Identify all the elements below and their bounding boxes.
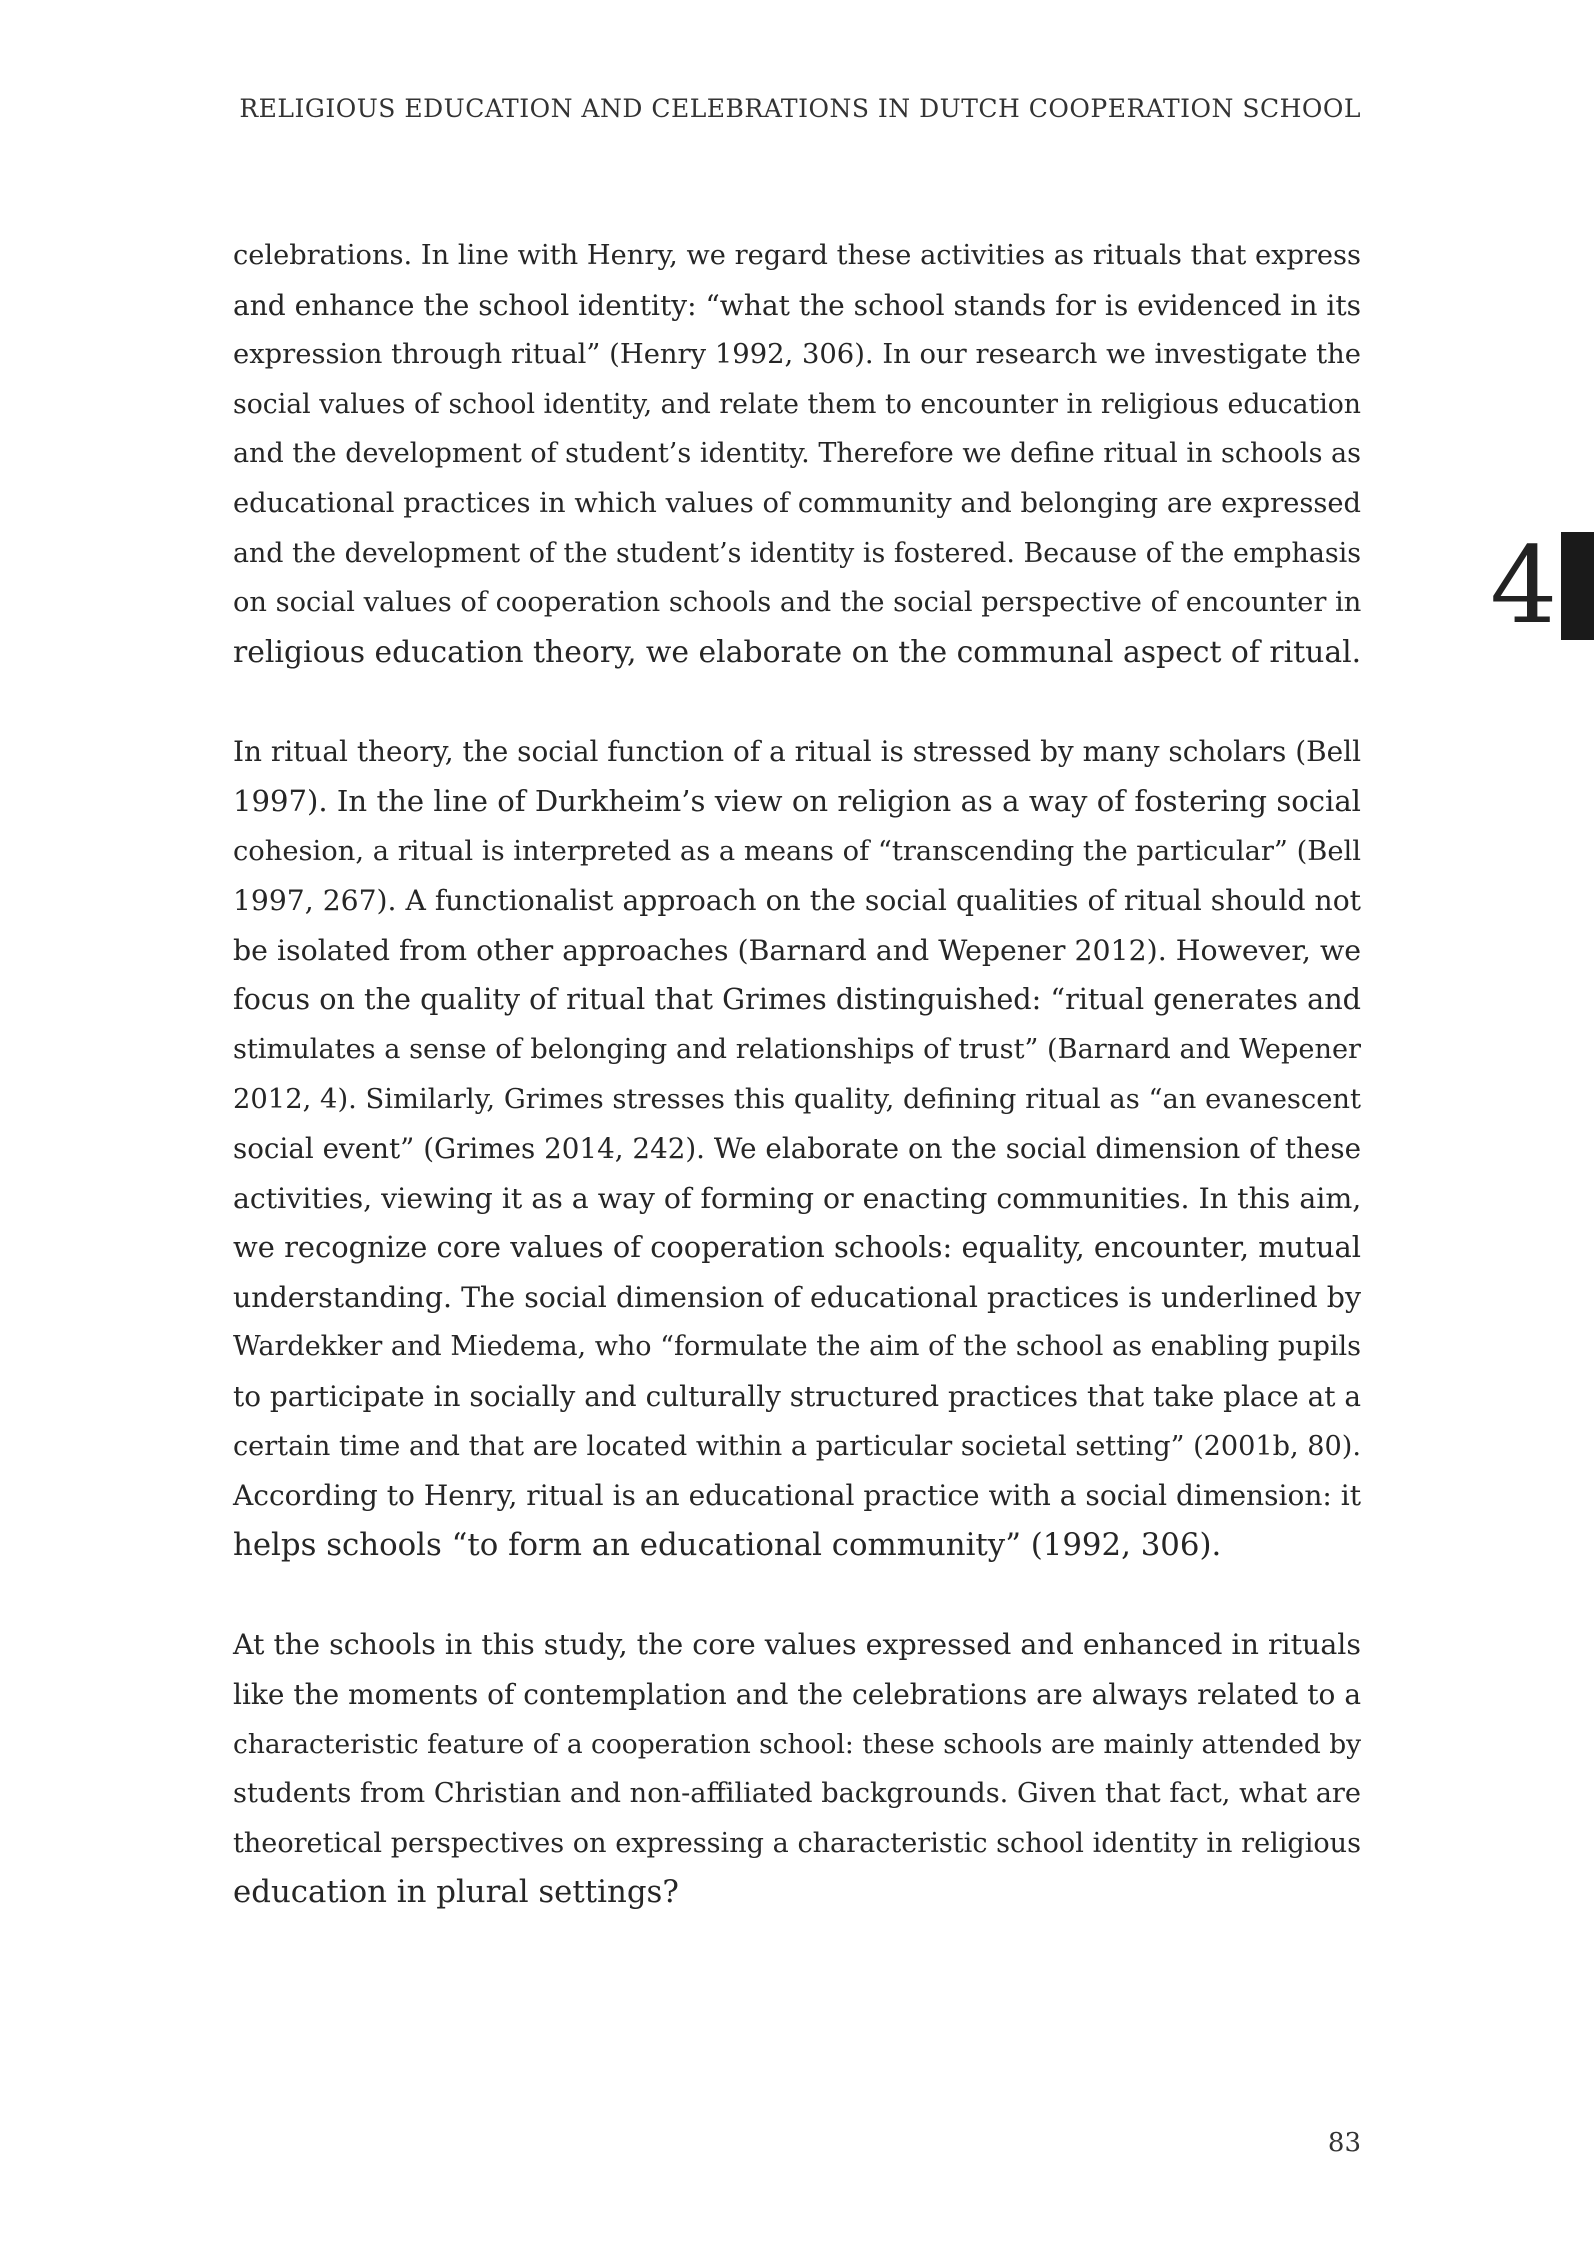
text-line: educational practices in which values of community and belonging are expressed [233, 487, 1361, 519]
text-line: In ritual theory, the social function of a ritual is stressed by many scholars (Bell [233, 735, 1361, 769]
chapter-tab-bar [1561, 532, 1594, 640]
text-line: 1997). In the line of Durkheim’s view on religion as a way of fostering social [233, 783, 1361, 818]
text-line: stimulates a sense of belonging and relationships of trust” (Barnard and Wepener [233, 1033, 1361, 1065]
text-line: theoretical perspectives on expressing a characteristic school identity in religious [233, 1827, 1361, 1859]
text-line: focus on the quality of ritual that Grimes distinguished: “ritual generates and [233, 982, 1361, 1017]
text-line: and enhance the school identity: “what the school stands for is evidenced in its [233, 288, 1361, 322]
text-line: characteristic feature of a cooperation school: these schools are mainly attended by [233, 1728, 1362, 1760]
text-line: be isolated from other approaches (Barnard and Wepener 2012). However, we [233, 933, 1361, 967]
text-line: Wardekker and Miedema, who “formulate the aim of the school as enabling pupils [233, 1331, 1361, 1363]
page-number: 83 [1327, 2128, 1361, 2158]
text-line: 1997, 267). A functionalist approach on the social qualities of ritual should not [233, 884, 1361, 918]
text-line: cohesion, a ritual is interpreted as a means of “transcending the particular” (Bell [233, 835, 1361, 867]
text-line: social values of school identity, and relate them to encounter in religious education [233, 388, 1361, 420]
chapter-thumb-index [1490, 524, 1594, 647]
text-line: expression through ritual” (Henry 1992, 306). In our research we investigate the [233, 339, 1361, 371]
body-text [233, 231, 1361, 1968]
text-line: celebrations. In line with Henry, we regard these activities as rituals that express [233, 240, 1361, 271]
text-line: helps schools “to form an educational community” (1992, 306). [233, 1526, 1222, 1563]
text-line: on social values of cooperation schools and the social perspective of encounter in [233, 587, 1362, 619]
text-line: to participate in socially and culturally structured practices that take place at a [233, 1380, 1361, 1414]
running-header: RELIGIOUS EDUCATION AND CELEBRATIONS IN DUTCH COOPERATION SCHOOL [239, 94, 1361, 123]
paragraph-2 [233, 727, 1361, 1570]
text-line: 2012, 4). Similarly, Grimes stresses this quality, defining ritual as “an evanescent [233, 1083, 1361, 1115]
chapter-number: 4 [1490, 524, 1558, 647]
text-line: According to Henry, ritual is an educational practice with a social dimension: it [233, 1479, 1361, 1513]
paragraph-1 [233, 231, 1361, 677]
text-line: understanding. The social dimension of educational practices is underlined by [233, 1280, 1361, 1314]
text-line: and the development of the student’s identity is fostered. Because of the emphasis [233, 537, 1361, 569]
text-line: education in plural settings? [233, 1874, 679, 1911]
text-line: we recognize core values of cooperation schools: equality, encounter, mutual [233, 1230, 1361, 1265]
text-line: activities, viewing it as a way of forming or enacting communities. In this aim, [233, 1181, 1362, 1215]
text-line: and the development of student’s identity. Therefore we define ritual in schools as [233, 438, 1361, 470]
text-line: certain time and that are located within a particular societal setting” (2001b, 80). [233, 1430, 1361, 1462]
paragraph-3 [233, 1620, 1361, 1918]
text-line: At the schools in this study, the core values expressed and enhanced in rituals [233, 1628, 1361, 1662]
text-line: students from Christian and non-affiliated backgrounds. Given that fact, what are [233, 1778, 1361, 1810]
text-line: social event” (Grimes 2014, 242). We elaborate on the social dimension of these [233, 1132, 1361, 1166]
text-line: like the moments of contemplation and the celebrations are always related to a [233, 1678, 1361, 1712]
text-line: religious education theory, we elaborate on the communal aspect of ritual. [233, 634, 1362, 670]
